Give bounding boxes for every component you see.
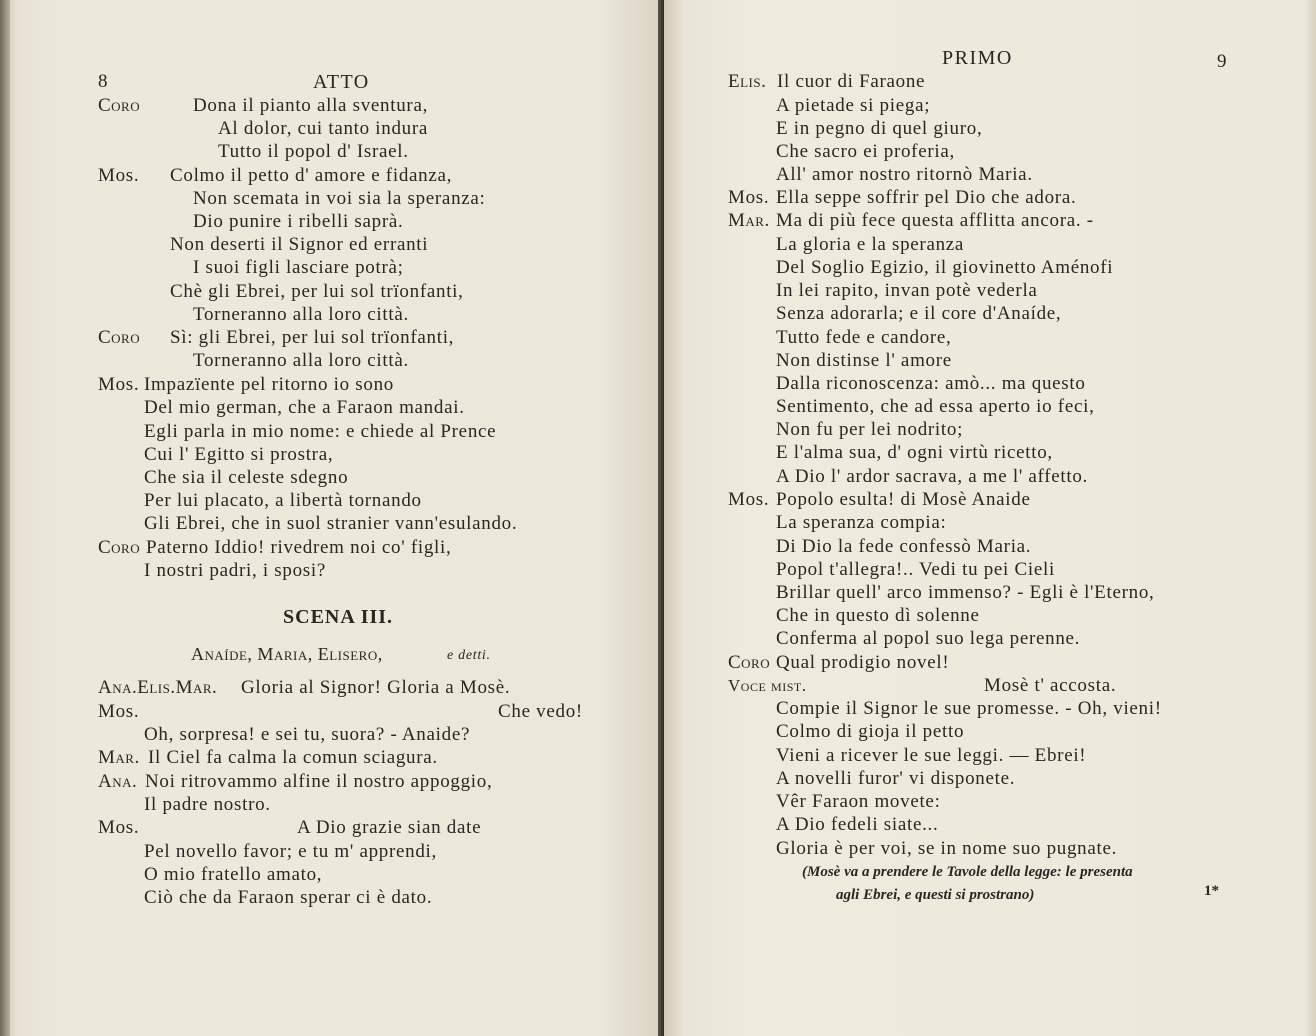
verse-line: Non scemata in voi sia la speranza:	[193, 188, 486, 209]
speaker-label: Mos.	[728, 489, 770, 510]
verse-line: All' amor nostro ritornò Maria.	[776, 164, 1033, 185]
right-page-number: 9	[1217, 51, 1227, 72]
speaker-label: Ana.	[98, 771, 138, 792]
verse-line: Popolo esulta! di Mosè Anaide	[776, 489, 1031, 510]
verse-line: Impazïente pel ritorno io sono	[144, 374, 394, 395]
verse-line: Torneranno alla loro città.	[193, 350, 409, 371]
verse-line: Vêr Faraon movete:	[776, 791, 941, 812]
speaker-label: Elis.	[728, 71, 767, 92]
verse-line: Ma di più fece questa afflitta ancora. -	[776, 210, 1094, 231]
verse-line: Compie il Signor le sue promesse. - Oh, vieni!	[776, 698, 1162, 719]
verse-line: A Dio fedeli siate...	[776, 814, 939, 835]
verse-line: Al dolor, cui tanto indura	[218, 118, 429, 139]
verse-line: E l'alma sua, d' ogni virtù ricetto,	[776, 442, 1053, 463]
speaker-label: Coro	[728, 652, 771, 673]
verse-line: Noi ritrovammo alfine il nostro appoggio,	[145, 771, 493, 792]
speaker-label: Mos.	[728, 187, 770, 208]
verse-line: Colmo il petto d' amore e fidanza,	[170, 165, 453, 186]
verse-line: Per lui placato, a libertà tornando	[144, 490, 422, 511]
verse-line: O mio fratello amato,	[144, 864, 323, 885]
speaker-label: Coro	[98, 95, 141, 116]
verse-line: Popol t'allegra!.. Vedi tu pei Cieli	[776, 559, 1055, 580]
speaker-label: Mos.	[98, 165, 140, 186]
verse-line: Dio punire i ribelli saprà.	[193, 211, 404, 232]
verse-line: Del mio german, che a Faraon mandai.	[144, 397, 465, 418]
verse-line: Tutto il popol d' Israel.	[218, 141, 409, 162]
verse-line: I suoi figli lasciare potrà;	[193, 257, 404, 278]
verse-line: Mosè t' accosta.	[984, 675, 1117, 696]
verse-line: Ella seppe soffrir pel Dio che adora.	[776, 187, 1077, 208]
verse-line: Di Dio la fede confessò Maria.	[776, 536, 1032, 557]
verse-line: E in pegno di quel giuro,	[776, 118, 983, 139]
speaker-label: Ana.Elis.Mar.	[98, 677, 218, 698]
verse-line: Torneranno alla loro città.	[193, 304, 409, 325]
speaker-label: Coro	[98, 537, 141, 558]
verse-line: Non distinse l' amore	[776, 350, 952, 371]
verse-line: A Dio l' ardor sacrava, a me l' affetto.	[776, 466, 1088, 487]
left-page-number: 8	[98, 71, 108, 92]
verse-line: Gloria è per voi, se in nome suo pugnate.	[776, 838, 1118, 859]
verse-line: Senza adorarla; e il core d'Anaíde,	[776, 303, 1062, 324]
verse-line: Dalla riconoscenza: amò... ma questo	[776, 373, 1086, 394]
verse-line: Cui l' Egitto si prostra,	[144, 444, 334, 465]
verse-line: Gli Ebrei, che in suol stranier vann'esulando.	[144, 513, 518, 534]
verse-line: Non deserti il Signor ed erranti	[170, 234, 429, 255]
verse-line: Colmo di gioja il petto	[776, 721, 965, 742]
verse-line: Sentimento, che ad essa aperto io feci,	[776, 396, 1095, 417]
verse-line: Oh, sorpresa! e sei tu, suora? - Anaide?	[144, 724, 471, 745]
verse-line: In lei rapito, invan potè vederla	[776, 280, 1038, 301]
right-page-header: PRIMO	[942, 47, 1013, 69]
verse-line: Tutto fede e candore,	[776, 327, 952, 348]
speaker-label: Mos.	[98, 817, 140, 838]
verse-line: Che sia il celeste sdegno	[144, 467, 349, 488]
verse-line: Brillar quell' arco immenso? - Egli è l'Eterno,	[776, 582, 1155, 603]
verse-line: Non fu per lei nodrito;	[776, 419, 964, 440]
character-list: Anaíde, Maria, Elisero,	[191, 644, 383, 664]
verse-line: Ciò che da Faraon sperar ci è dato.	[144, 887, 433, 908]
signature-mark: 1*	[1204, 883, 1219, 899]
verse-line: Dona il pianto alla sventura,	[193, 95, 429, 116]
speaker-label: Coro	[98, 327, 141, 348]
verse-line: A Dio grazie sian date	[297, 817, 482, 838]
speaker-label: Mar.	[98, 747, 140, 768]
speaker-label: Mos.	[98, 374, 140, 395]
verse-line: Il cuor di Faraone	[777, 71, 926, 92]
verse-line: Che in questo dì solenne	[776, 605, 980, 626]
character-list-suffix: e detti.	[447, 648, 491, 663]
scene-title: SCENA III.	[283, 606, 394, 628]
stage-direction: (Mosè va a prendere le Tavole della legge: le presenta	[802, 864, 1133, 880]
speaker-label: Mos.	[98, 701, 140, 722]
verse-line: Il padre nostro.	[144, 794, 271, 815]
verse-line: Conferma al popol suo lega perenne.	[776, 628, 1081, 649]
right-page	[664, 0, 1316, 1036]
speaker-label: Voce mist.	[728, 676, 807, 695]
verse-line: Il Ciel fa calma la comun sciagura.	[148, 747, 438, 768]
verse-line: Egli parla in mio nome: e chiede al Prence	[144, 421, 497, 442]
verse-line: Sì: gli Ebrei, per lui sol trïonfanti,	[170, 327, 455, 348]
verse-line: La gloria e la speranza	[776, 234, 965, 255]
left-page-edge	[0, 0, 10, 1036]
verse-line: I nostri padri, i sposi?	[144, 560, 326, 581]
verse-line: Paterno Iddio! rivedrem noi co' figli,	[146, 537, 452, 558]
left-page-header: ATTO	[313, 71, 370, 93]
verse-line: Chè gli Ebrei, per lui sol trïonfanti,	[170, 281, 464, 302]
verse-line: Vieni a ricever le sue leggi. — Ebrei!	[776, 745, 1087, 766]
verse-line: Gloria al Signor! Gloria a Mosè.	[241, 677, 511, 698]
verse-line: Qual prodigio novel!	[776, 652, 950, 673]
speaker-label: Mar.	[728, 210, 770, 231]
verse-line: Che vedo!	[498, 701, 583, 722]
stage-direction: agli Ebrei, e questi si prostrano)	[836, 887, 1035, 903]
verse-line: A pietade si piega;	[776, 95, 931, 116]
verse-line: La speranza compia:	[776, 512, 947, 533]
verse-line: Del Soglio Egizio, il giovinetto Aménofi	[776, 257, 1114, 278]
verse-line: Che sacro ei proferia,	[776, 141, 955, 162]
verse-line: A novelli furor' vi disponete.	[776, 768, 1016, 789]
verse-line: Pel novello favor; e tu m' apprendi,	[144, 841, 437, 862]
